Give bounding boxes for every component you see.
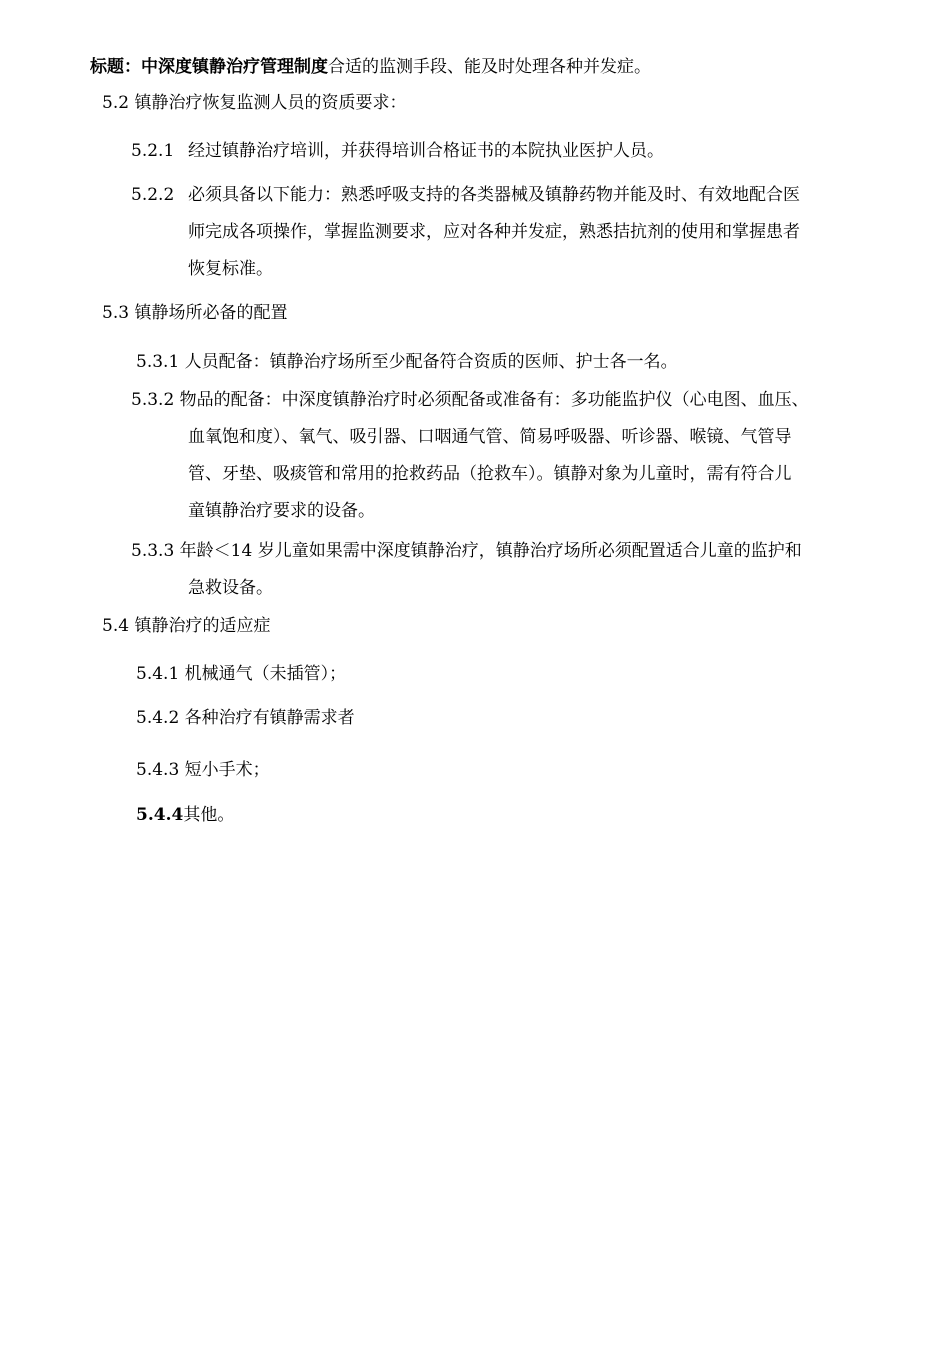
- item-5-3-2-line-3: 管、牙垫、吸痰管和常用的抢救药品（抢救车）。镇静对象为儿童时，需有符合儿: [188, 464, 792, 484]
- item-5-3-1: 5.3.1 人员配备：镇静治疗场所至少配备符合资质的医师、护士各一名。: [136, 352, 678, 372]
- item-5-2-2-line-2: 师完成各项操作，掌握监测要求，应对各种并发症，熟悉拮抗剂的使用和掌握患者: [188, 222, 800, 242]
- item-5-2-1-text: 经过镇静治疗培训，并获得培训合格证书的本院执业医护人员。: [188, 141, 664, 161]
- item-5-4-3: 5.4.3 短小手术；: [136, 760, 270, 780]
- item-5-2-1-number: 5.2.1: [131, 141, 175, 161]
- item-5-2-2-line-3: 恢复标准。: [188, 259, 273, 279]
- title-bold: 中深度镇静治疗管理制度: [141, 57, 328, 77]
- item-5-4-4-text: 其他。: [183, 805, 235, 825]
- section-5-3-heading: 5.3 镇静场所必备的配置: [102, 303, 288, 323]
- item-5-3-2-line-2: 血氧饱和度）、氧气、吸引器、口咽通气管、简易呼吸器、听诊器、喉镜、气管导: [188, 427, 792, 447]
- item-5-2-2-line-1: 必须具备以下能力：熟悉呼吸支持的各类器械及镇静药物并能及时、有效地配合医: [188, 185, 800, 205]
- title-rest: 合适的监测手段、能及时处理各种并发症。: [328, 57, 651, 77]
- item-5-3-2-line-1: 5.3.2 物品的配备：中深度镇静治疗时必须配备或准备有：多功能监护仪（心电图、血压、: [131, 390, 809, 410]
- title-line: [90, 55, 651, 79]
- item-5-4-4: [136, 803, 234, 827]
- item-5-4-2: 5.4.2 各种治疗有镇静需求者: [136, 708, 355, 728]
- item-5-4-4-number: 5.4.4: [136, 805, 184, 825]
- item-5-4-1: 5.4.1 机械通气（未插管）；: [136, 664, 347, 684]
- item-5-3-3-line-1: 5.3.3 年龄＜14 岁儿童如果需中深度镇静治疗，镇静治疗场所必须配置适合儿童的监护和: [131, 541, 802, 561]
- item-5-2-2-number: 5.2.2: [131, 185, 175, 205]
- section-5-4-heading: 5.4 镇静治疗的适应症: [102, 616, 271, 636]
- section-5-2-heading: 5.2 镇静治疗恢复监测人员的资质要求：: [102, 93, 407, 113]
- item-5-3-3-line-2: 急救设备。: [188, 578, 273, 598]
- item-5-3-2-line-4: 童镇静治疗要求的设备。: [188, 501, 375, 521]
- title-label: 标题：: [90, 57, 141, 77]
